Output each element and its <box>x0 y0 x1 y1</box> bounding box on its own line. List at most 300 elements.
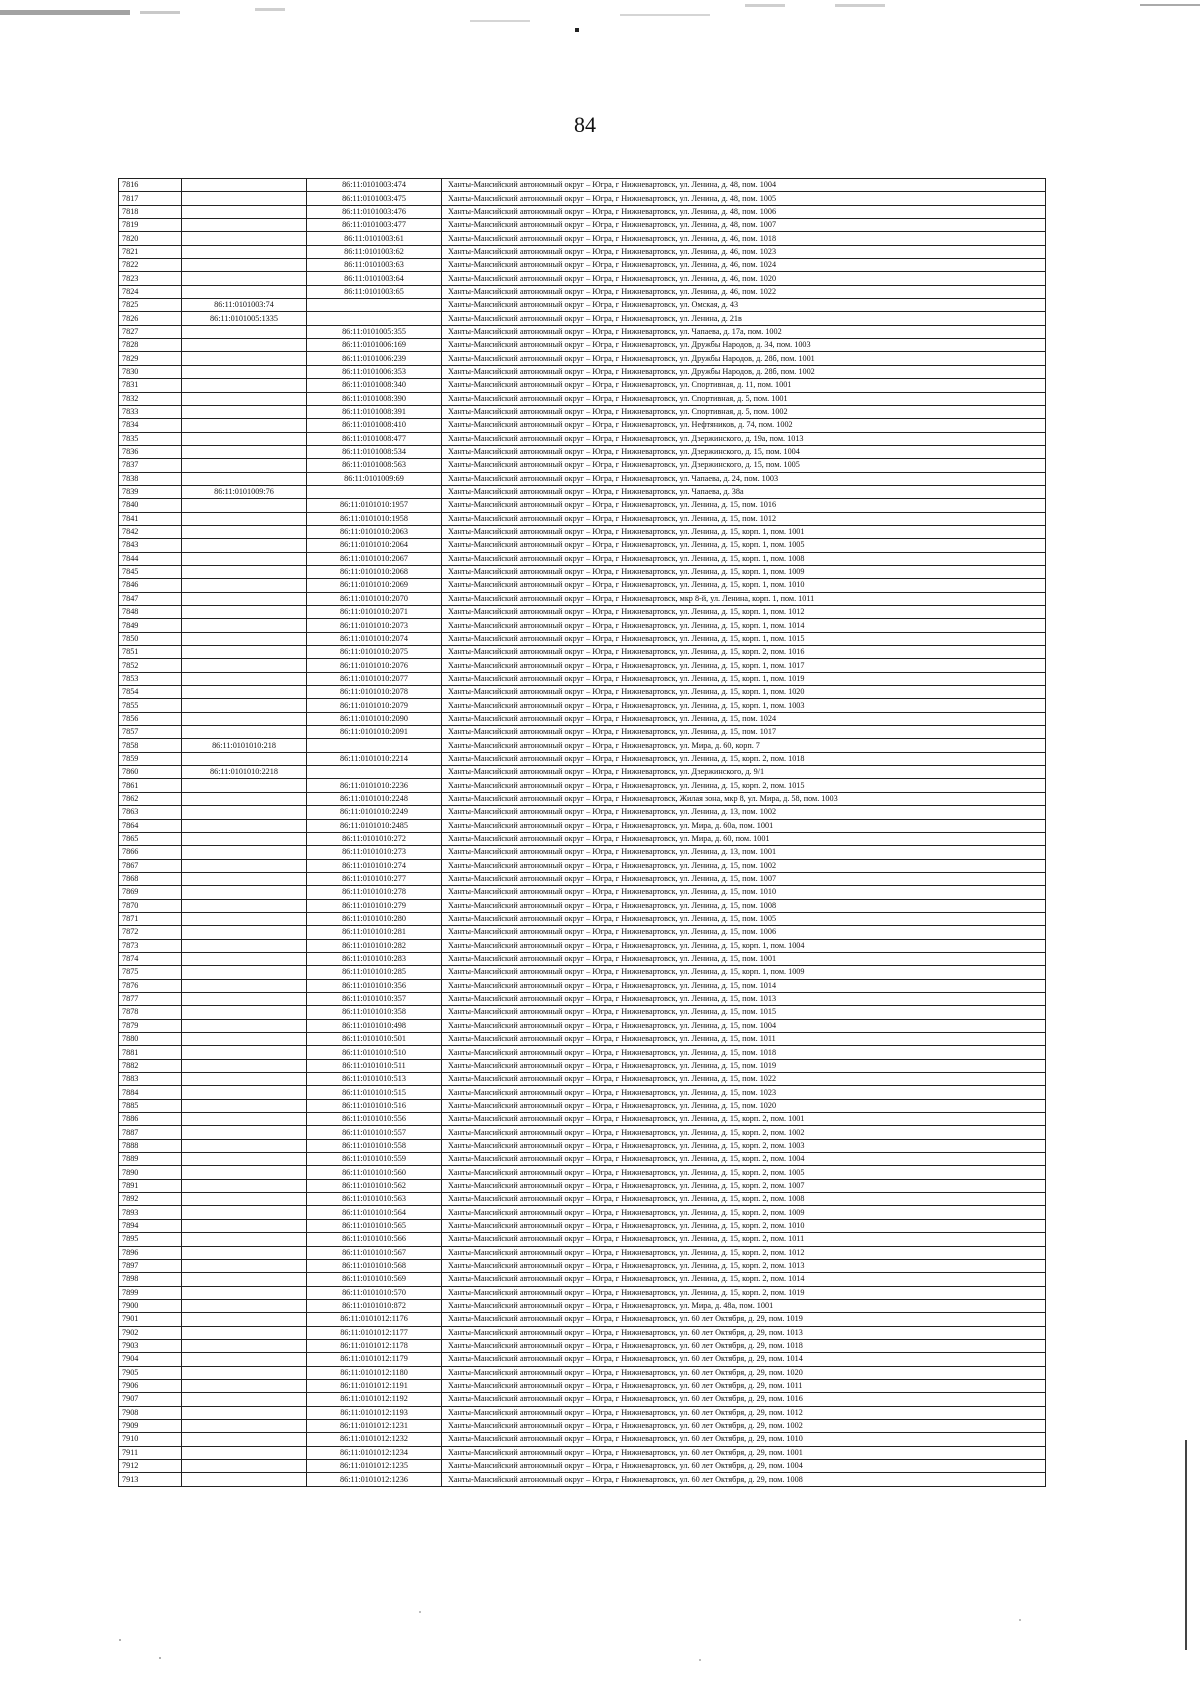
room-cadastral-cell: 86:11:0101003:65 <box>307 285 442 298</box>
room-cadastral-cell: 86:11:0101009:69 <box>307 472 442 485</box>
table-row <box>119 1339 1046 1352</box>
room-cadastral-cell: 86:11:0101010:516 <box>307 1099 442 1112</box>
row-number-cell: 7851 <box>119 646 182 659</box>
room-cadastral-cell: 86:11:0101010:501 <box>307 1033 442 1046</box>
land-cadastral-cell <box>182 659 307 672</box>
table-row <box>119 912 1046 925</box>
table-row <box>119 259 1046 272</box>
land-cadastral-cell <box>182 539 307 552</box>
row-number-cell: 7872 <box>119 926 182 939</box>
table-row <box>119 846 1046 859</box>
address-cell: Ханты-Мансийский автономный округ – Югра, г Нижневартовск, ул. Ленина, д. 46, пом. 1024 <box>442 259 1046 272</box>
land-cadastral-cell <box>182 1246 307 1259</box>
row-number-cell: 7838 <box>119 472 182 485</box>
land-cadastral-cell <box>182 699 307 712</box>
row-number-cell: 7828 <box>119 339 182 352</box>
room-cadastral-cell: 86:11:0101010:515 <box>307 1086 442 1099</box>
land-cadastral-cell <box>182 726 307 739</box>
land-cadastral-cell <box>182 1353 307 1366</box>
land-cadastral-cell <box>182 1126 307 1139</box>
room-cadastral-cell: 86:11:0101010:281 <box>307 926 442 939</box>
row-number-cell: 7850 <box>119 632 182 645</box>
row-number-cell: 7881 <box>119 1046 182 1059</box>
address-cell: Ханты-Мансийский автономный округ – Югра, г Нижневартовск, ул. Ленина, д. 48, пом. 1005 <box>442 192 1046 205</box>
room-cadastral-cell: 86:11:0101010:356 <box>307 979 442 992</box>
room-cadastral-cell: 86:11:0101010:557 <box>307 1126 442 1139</box>
table-row <box>119 299 1046 312</box>
room-cadastral-cell: 86:11:0101012:1178 <box>307 1339 442 1352</box>
room-cadastral-cell: 86:11:0101010:357 <box>307 992 442 1005</box>
table-row <box>119 1126 1046 1139</box>
address-cell: Ханты-Мансийский автономный округ – Югра, г Нижневартовск, ул. Ленина, д. 15, пом. 1012 <box>442 512 1046 525</box>
room-cadastral-cell: 86:11:0101012:1177 <box>307 1326 442 1339</box>
table-row <box>119 325 1046 338</box>
address-cell: Ханты-Мансийский автономный округ – Югра, г Нижневартовск, ул. Ленина, д. 15, корп. 1, пом. 1008 <box>442 552 1046 565</box>
row-number-cell: 7819 <box>119 219 182 232</box>
address-cell: Ханты-Мансийский автономный округ – Югра, г Нижневартовск, ул. Ленина, д. 15, корп. 2, пом. 1015 <box>442 779 1046 792</box>
table-row <box>119 1113 1046 1126</box>
address-cell: Ханты-Мансийский автономный округ – Югра, г Нижневартовск, ул. Ленина, д. 15, пом. 1014 <box>442 979 1046 992</box>
room-cadastral-cell: 86:11:0101012:1232 <box>307 1433 442 1446</box>
address-cell: Ханты-Мансийский автономный округ – Югра, г Нижневартовск, ул. Ленина, д. 46, пом. 1018 <box>442 232 1046 245</box>
address-cell: Ханты-Мансийский автономный округ – Югра, г Нижневартовск, ул. Ленина, д. 15, пом. 1024 <box>442 712 1046 725</box>
room-cadastral-cell: 86:11:0101010:274 <box>307 859 442 872</box>
row-number-cell: 7876 <box>119 979 182 992</box>
table-row <box>119 1073 1046 1086</box>
land-cadastral-cell <box>182 179 307 192</box>
room-cadastral-cell: 86:11:0101003:61 <box>307 232 442 245</box>
row-number-cell: 7853 <box>119 672 182 685</box>
row-number-cell: 7879 <box>119 1019 182 1032</box>
land-cadastral-cell <box>182 579 307 592</box>
table-row <box>119 1366 1046 1379</box>
room-cadastral-cell: 86:11:0101010:2248 <box>307 792 442 805</box>
room-cadastral-cell: 86:11:0101010:559 <box>307 1153 442 1166</box>
row-number-cell: 7899 <box>119 1286 182 1299</box>
table-row <box>119 352 1046 365</box>
table-row <box>119 632 1046 645</box>
table-row <box>119 525 1046 538</box>
page-number: 84 <box>574 112 596 137</box>
table-row <box>119 499 1046 512</box>
room-cadastral-cell: 86:11:0101010:2063 <box>307 525 442 538</box>
table-row <box>119 1193 1046 1206</box>
table-row <box>119 1299 1046 1312</box>
room-cadastral-cell: 86:11:0101010:272 <box>307 832 442 845</box>
row-number-cell: 7848 <box>119 606 182 619</box>
row-number-cell: 7856 <box>119 712 182 725</box>
room-cadastral-cell: 86:11:0101010:285 <box>307 966 442 979</box>
row-number-cell: 7877 <box>119 992 182 1005</box>
room-cadastral-cell: 86:11:0101010:2070 <box>307 592 442 605</box>
table-row <box>119 392 1046 405</box>
row-number-cell: 7817 <box>119 192 182 205</box>
address-cell: Ханты-Мансийский автономный округ – Югра, г Нижневартовск, ул. Ленина, д. 15, пом. 1020 <box>442 1099 1046 1112</box>
address-cell: Ханты-Мансийский автономный округ – Югра, г Нижневартовск, ул. Ленина, д. 46, пом. 1022 <box>442 285 1046 298</box>
room-cadastral-cell: 86:11:0101012:1236 <box>307 1473 442 1486</box>
land-cadastral-cell <box>182 565 307 578</box>
address-cell: Ханты-Мансийский автономный округ – Югра, г Нижневартовск, ул. Ленина, д. 15, корп. 2, пом. 1012 <box>442 1246 1046 1259</box>
address-cell: Ханты-Мансийский автономный округ – Югра, г Нижневартовск, ул. Ленина, д. 15, корп. 2, пом. 1004 <box>442 1153 1046 1166</box>
land-cadastral-cell <box>182 192 307 205</box>
table-row <box>119 979 1046 992</box>
address-cell: Ханты-Мансийский автономный округ – Югра, г Нижневартовск, ул. Ленина, д. 15, корп. 2, пом. 1008 <box>442 1193 1046 1206</box>
table-row <box>119 245 1046 258</box>
address-cell: Ханты-Мансийский автономный округ – Югра, г Нижневартовск, ул. 60 лет Октября, д. 29, пом. 1001 <box>442 1446 1046 1459</box>
address-cell: Ханты-Мансийский автономный округ – Югра, г Нижневартовск, ул. Ленина, д. 15, корп. 1, пом. 1001 <box>442 525 1046 538</box>
table-row <box>119 459 1046 472</box>
table-row <box>119 1326 1046 1339</box>
row-number-cell: 7888 <box>119 1139 182 1152</box>
room-cadastral-cell: 86:11:0101010:2091 <box>307 726 442 739</box>
row-number-cell: 7842 <box>119 525 182 538</box>
table-row <box>119 1099 1046 1112</box>
land-cadastral-cell <box>182 819 307 832</box>
land-cadastral-cell <box>182 552 307 565</box>
room-cadastral-cell: 86:11:0101010:2090 <box>307 712 442 725</box>
land-cadastral-cell <box>182 499 307 512</box>
registry-table-body <box>119 179 1046 1487</box>
table-row <box>119 952 1046 965</box>
room-cadastral-cell: 86:11:0101006:353 <box>307 365 442 378</box>
room-cadastral-cell: 86:11:0101010:2079 <box>307 699 442 712</box>
row-number-cell: 7901 <box>119 1313 182 1326</box>
room-cadastral-cell: 86:11:0101012:1179 <box>307 1353 442 1366</box>
row-number-cell: 7882 <box>119 1059 182 1072</box>
table-row <box>119 1019 1046 1032</box>
land-cadastral-cell <box>182 646 307 659</box>
row-number-cell: 7825 <box>119 299 182 312</box>
row-number-cell: 7857 <box>119 726 182 739</box>
address-cell: Ханты-Мансийский автономный округ – Югра, г Нижневартовск, ул. Ленина, д. 15, корп. 2, пом. 1002 <box>442 1126 1046 1139</box>
room-cadastral-cell: 86:11:0101012:1176 <box>307 1313 442 1326</box>
room-cadastral-cell: 86:11:0101008:563 <box>307 459 442 472</box>
land-cadastral-cell <box>182 1166 307 1179</box>
room-cadastral-cell: 86:11:0101010:570 <box>307 1286 442 1299</box>
room-cadastral-cell: 86:11:0101003:477 <box>307 219 442 232</box>
land-cadastral-cell <box>182 952 307 965</box>
room-cadastral-cell: 86:11:0101003:476 <box>307 205 442 218</box>
address-cell: Ханты-Мансийский автономный округ – Югра, г Нижневартовск, Жилая зона, мкр 8, ул. Мира, д. 58, пом. 1003 <box>442 792 1046 805</box>
land-cadastral-cell <box>182 1299 307 1312</box>
row-number-cell: 7832 <box>119 392 182 405</box>
land-cadastral-cell <box>182 232 307 245</box>
row-number-cell: 7869 <box>119 886 182 899</box>
room-cadastral-cell: 86:11:0101010:510 <box>307 1046 442 1059</box>
row-number-cell: 7823 <box>119 272 182 285</box>
row-number-cell: 7883 <box>119 1073 182 1086</box>
table-row <box>119 1259 1046 1272</box>
table-row <box>119 232 1046 245</box>
land-cadastral-cell <box>182 619 307 632</box>
address-cell: Ханты-Мансийский автономный округ – Югра, г Нижневартовск, ул. 60 лет Октября, д. 29, пом. 1004 <box>442 1460 1046 1473</box>
room-cadastral-cell: 86:11:0101010:2064 <box>307 539 442 552</box>
table-row <box>119 365 1046 378</box>
room-cadastral-cell: 86:11:0101010:2068 <box>307 565 442 578</box>
room-cadastral-cell: 86:11:0101010:563 <box>307 1193 442 1206</box>
land-cadastral-cell <box>182 1419 307 1432</box>
land-cadastral-cell <box>182 859 307 872</box>
land-cadastral-cell <box>182 872 307 885</box>
row-number-cell: 7827 <box>119 325 182 338</box>
address-cell: Ханты-Мансийский автономный округ – Югра, г Нижневартовск, ул. Ленина, д. 15, корп. 2, пом. 1001 <box>442 1113 1046 1126</box>
table-row <box>119 1273 1046 1286</box>
land-cadastral-cell <box>182 1286 307 1299</box>
table-row <box>119 726 1046 739</box>
row-number-cell: 7861 <box>119 779 182 792</box>
address-cell: Ханты-Мансийский автономный округ – Югра, г Нижневартовск, ул. 60 лет Октября, д. 29, пом. 1020 <box>442 1366 1046 1379</box>
address-cell: Ханты-Мансийский автономный округ – Югра, г Нижневартовск, ул. Дзержинского, д. 9/1 <box>442 766 1046 779</box>
table-row <box>119 1046 1046 1059</box>
land-cadastral-cell <box>182 752 307 765</box>
address-cell: Ханты-Мансийский автономный округ – Югра, г Нижневартовск, ул. Ленина, д. 15, корп. 1, пом. 1010 <box>442 579 1046 592</box>
table-row <box>119 1433 1046 1446</box>
address-cell: Ханты-Мансийский автономный округ – Югра, г Нижневартовск, ул. 60 лет Октября, д. 29, пом. 1012 <box>442 1406 1046 1419</box>
room-cadastral-cell: 86:11:0101008:410 <box>307 419 442 432</box>
room-cadastral-cell <box>307 299 442 312</box>
table-row <box>119 312 1046 325</box>
address-cell: Ханты-Мансийский автономный округ – Югра, г Нижневартовск, ул. Ленина, д. 15, пом. 1018 <box>442 1046 1046 1059</box>
address-cell: Ханты-Мансийский автономный округ – Югра, г Нижневартовск, ул. 60 лет Октября, д. 29, пом. 1010 <box>442 1433 1046 1446</box>
land-cadastral-cell <box>182 846 307 859</box>
row-number-cell: 7893 <box>119 1206 182 1219</box>
room-cadastral-cell <box>307 739 442 752</box>
table-row <box>119 512 1046 525</box>
land-cadastral-cell: 86:11:0101005:1335 <box>182 312 307 325</box>
room-cadastral-cell: 86:11:0101010:2077 <box>307 672 442 685</box>
scan-noise-bottom <box>0 1600 1200 1685</box>
room-cadastral-cell: 86:11:0101008:340 <box>307 379 442 392</box>
table-row <box>119 779 1046 792</box>
table-row <box>119 272 1046 285</box>
address-cell: Ханты-Мансийский автономный округ – Югра, г Нижневартовск, ул. Ленина, д. 15, корп. 2, пом. 1011 <box>442 1233 1046 1246</box>
land-cadastral-cell <box>182 912 307 925</box>
room-cadastral-cell: 86:11:0101010:2067 <box>307 552 442 565</box>
table-row <box>119 379 1046 392</box>
table-row <box>119 672 1046 685</box>
land-cadastral-cell <box>182 592 307 605</box>
address-cell: Ханты-Мансийский автономный округ – Югра, г Нижневартовск, ул. Дружбы Народов, д. 28б, пом. 1002 <box>442 365 1046 378</box>
land-cadastral-cell <box>182 1219 307 1232</box>
room-cadastral-cell: 86:11:0101010:564 <box>307 1206 442 1219</box>
address-cell: Ханты-Мансийский автономный округ – Югра, г Нижневартовск, мкр 8-й, ул. Ленина, корп. 1, пом. 1011 <box>442 592 1046 605</box>
address-cell: Ханты-Мансийский автономный округ – Югра, г Нижневартовск, ул. Ленина, д. 15, пом. 1017 <box>442 726 1046 739</box>
address-cell: Ханты-Мансийский автономный округ – Югра, г Нижневартовск, ул. Ленина, д. 15, корп. 1, пом. 1020 <box>442 686 1046 699</box>
table-row <box>119 939 1046 952</box>
address-cell: Ханты-Мансийский автономный округ – Югра, г Нижневартовск, ул. 60 лет Октября, д. 29, пом. 1018 <box>442 1339 1046 1352</box>
address-cell: Ханты-Мансийский автономный округ – Югра, г Нижневартовск, ул. Ленина, д. 15, пом. 1004 <box>442 1019 1046 1032</box>
table-row <box>119 1059 1046 1072</box>
land-cadastral-cell <box>182 1019 307 1032</box>
room-cadastral-cell: 86:11:0101010:556 <box>307 1113 442 1126</box>
address-cell: Ханты-Мансийский автономный округ – Югра, г Нижневартовск, ул. Спортивная, д. 5, пом. 1001 <box>442 392 1046 405</box>
room-cadastral-cell: 86:11:0101010:558 <box>307 1139 442 1152</box>
room-cadastral-cell: 86:11:0101003:63 <box>307 259 442 272</box>
table-row <box>119 285 1046 298</box>
room-cadastral-cell: 86:11:0101006:169 <box>307 339 442 352</box>
table-row <box>119 619 1046 632</box>
table-row <box>119 539 1046 552</box>
land-cadastral-cell <box>182 392 307 405</box>
address-cell: Ханты-Мансийский автономный округ – Югра, г Нижневартовск, ул. Ленина, д. 21в <box>442 312 1046 325</box>
room-cadastral-cell: 86:11:0101012:1193 <box>307 1406 442 1419</box>
address-cell: Ханты-Мансийский автономный округ – Югра, г Нижневартовск, ул. Ленина, д. 15, корп. 1, пом. 1014 <box>442 619 1046 632</box>
row-number-cell: 7820 <box>119 232 182 245</box>
row-number-cell: 7907 <box>119 1393 182 1406</box>
row-number-cell: 7895 <box>119 1233 182 1246</box>
room-cadastral-cell: 86:11:0101012:1235 <box>307 1460 442 1473</box>
land-cadastral-cell <box>182 339 307 352</box>
table-row <box>119 339 1046 352</box>
address-cell: Ханты-Мансийский автономный округ – Югра, г Нижневартовск, ул. 60 лет Октября, д. 29, пом. 1014 <box>442 1353 1046 1366</box>
table-row <box>119 819 1046 832</box>
row-number-cell: 7910 <box>119 1433 182 1446</box>
row-number-cell: 7902 <box>119 1326 182 1339</box>
table-row <box>119 192 1046 205</box>
land-cadastral-cell <box>182 1339 307 1352</box>
address-cell: Ханты-Мансийский автономный округ – Югра, г Нижневартовск, ул. Ленина, д. 15, пом. 1016 <box>442 499 1046 512</box>
land-cadastral-cell <box>182 899 307 912</box>
row-number-cell: 7849 <box>119 619 182 632</box>
address-cell: Ханты-Мансийский автономный округ – Югра, г Нижневартовск, ул. Ленина, д. 15, корп. 1, пом. 1015 <box>442 632 1046 645</box>
land-cadastral-cell <box>182 1206 307 1219</box>
room-cadastral-cell: 86:11:0101010:2073 <box>307 619 442 632</box>
room-cadastral-cell: 86:11:0101010:560 <box>307 1166 442 1179</box>
room-cadastral-cell: 86:11:0101010:511 <box>307 1059 442 1072</box>
table-row <box>119 792 1046 805</box>
land-cadastral-cell <box>182 432 307 445</box>
address-cell: Ханты-Мансийский автономный округ – Югра, г Нижневартовск, ул. Ленина, д. 13, пом. 1002 <box>442 806 1046 819</box>
address-cell: Ханты-Мансийский автономный округ – Югра, г Нижневартовск, ул. Ленина, д. 48, пом. 1004 <box>442 179 1046 192</box>
table-row <box>119 445 1046 458</box>
room-cadastral-cell: 86:11:0101008:534 <box>307 445 442 458</box>
land-cadastral-cell <box>182 926 307 939</box>
address-cell: Ханты-Мансийский автономный округ – Югра, г Нижневартовск, ул. 60 лет Октября, д. 29, пом. 1002 <box>442 1419 1046 1432</box>
room-cadastral-cell: 86:11:0101010:2071 <box>307 606 442 619</box>
row-number-cell: 7896 <box>119 1246 182 1259</box>
land-cadastral-cell <box>182 1233 307 1246</box>
table-row <box>119 1406 1046 1419</box>
row-number-cell: 7854 <box>119 686 182 699</box>
table-row <box>119 179 1046 192</box>
room-cadastral-cell: 86:11:0101012:1191 <box>307 1379 442 1392</box>
address-cell: Ханты-Мансийский автономный округ – Югра, г Нижневартовск, ул. Ленина, д. 15, корп. 1, пом. 1004 <box>442 939 1046 952</box>
table-row <box>119 405 1046 418</box>
address-cell: Ханты-Мансийский автономный округ – Югра, г Нижневартовск, ул. 60 лет Октября, д. 29, пом. 1011 <box>442 1379 1046 1392</box>
table-row <box>119 592 1046 605</box>
row-number-cell: 7837 <box>119 459 182 472</box>
land-cadastral-cell: 86:11:0101003:74 <box>182 299 307 312</box>
land-cadastral-cell <box>182 939 307 952</box>
table-row <box>119 1206 1046 1219</box>
land-cadastral-cell <box>182 606 307 619</box>
row-number-cell: 7878 <box>119 1006 182 1019</box>
land-cadastral-cell <box>182 686 307 699</box>
table-row <box>119 1153 1046 1166</box>
room-cadastral-cell: 86:11:0101010:2076 <box>307 659 442 672</box>
land-cadastral-cell <box>182 365 307 378</box>
table-row <box>119 1179 1046 1192</box>
address-cell: Ханты-Мансийский автономный округ – Югра, г Нижневартовск, ул. Чапаева, д. 24, пом. 1003 <box>442 472 1046 485</box>
table-row <box>119 1246 1046 1259</box>
land-cadastral-cell <box>182 1446 307 1459</box>
room-cadastral-cell: 86:11:0101010:277 <box>307 872 442 885</box>
row-number-cell: 7843 <box>119 539 182 552</box>
land-cadastral-cell <box>182 632 307 645</box>
address-cell: Ханты-Мансийский автономный округ – Югра, г Нижневартовск, ул. Ленина, д. 15, корп. 2, пом. 1009 <box>442 1206 1046 1219</box>
room-cadastral-cell: 86:11:0101008:391 <box>307 405 442 418</box>
row-number-cell: 7891 <box>119 1179 182 1192</box>
land-cadastral-cell <box>182 979 307 992</box>
land-cadastral-cell <box>182 419 307 432</box>
table-row <box>119 485 1046 498</box>
room-cadastral-cell: 86:11:0101010:567 <box>307 1246 442 1259</box>
address-cell: Ханты-Мансийский автономный округ – Югра, г Нижневартовск, ул. Мира, д. 60, пом. 1001 <box>442 832 1046 845</box>
land-cadastral-cell <box>182 379 307 392</box>
table-row <box>119 1313 1046 1326</box>
table-row <box>119 1419 1046 1432</box>
room-cadastral-cell: 86:11:0101010:2485 <box>307 819 442 832</box>
address-cell: Ханты-Мансийский автономный округ – Югра, г Нижневартовск, ул. Ленина, д. 48, пом. 1007 <box>442 219 1046 232</box>
land-cadastral-cell <box>182 672 307 685</box>
room-cadastral-cell: 86:11:0101008:390 <box>307 392 442 405</box>
land-cadastral-cell <box>182 792 307 805</box>
row-number-cell: 7889 <box>119 1153 182 1166</box>
land-cadastral-cell <box>182 219 307 232</box>
room-cadastral-cell <box>307 766 442 779</box>
row-number-cell: 7824 <box>119 285 182 298</box>
address-cell: Ханты-Мансийский автономный округ – Югра, г Нижневартовск, ул. Ленина, д. 15, корп. 1, пом. 1009 <box>442 966 1046 979</box>
address-cell: Ханты-Мансийский автономный округ – Югра, г Нижневартовск, ул. Омская, д. 43 <box>442 299 1046 312</box>
table-row <box>119 992 1046 1005</box>
row-number-cell: 7821 <box>119 245 182 258</box>
table-row <box>119 646 1046 659</box>
table-row <box>119 1460 1046 1473</box>
address-cell: Ханты-Мансийский автономный округ – Югра, г Нижневартовск, ул. Ленина, д. 15, корп. 2, пом. 1010 <box>442 1219 1046 1232</box>
room-cadastral-cell: 86:11:0101003:475 <box>307 192 442 205</box>
land-cadastral-cell <box>182 445 307 458</box>
table-row <box>119 1086 1046 1099</box>
address-cell: Ханты-Мансийский автономный округ – Югра, г Нижневартовск, ул. Ленина, д. 15, пом. 1013 <box>442 992 1046 1005</box>
room-cadastral-cell: 86:11:0101010:2214 <box>307 752 442 765</box>
land-cadastral-cell <box>182 1153 307 1166</box>
land-cadastral-cell <box>182 1259 307 1272</box>
room-cadastral-cell: 86:11:0101010:562 <box>307 1179 442 1192</box>
row-number-cell: 7894 <box>119 1219 182 1232</box>
land-cadastral-cell <box>182 1046 307 1059</box>
table-row <box>119 886 1046 899</box>
table-row <box>119 606 1046 619</box>
row-number-cell: 7863 <box>119 806 182 819</box>
row-number-cell: 7830 <box>119 365 182 378</box>
row-number-cell: 7867 <box>119 859 182 872</box>
row-number-cell: 7906 <box>119 1379 182 1392</box>
address-cell: Ханты-Мансийский автономный округ – Югра, г Нижневартовск, ул. Чапаева, д. 38а <box>442 485 1046 498</box>
row-number-cell: 7873 <box>119 939 182 952</box>
address-cell: Ханты-Мансийский автономный округ – Югра, г Нижневартовск, ул. Ленина, д. 15, пом. 1011 <box>442 1033 1046 1046</box>
table-row <box>119 1033 1046 1046</box>
address-cell: Ханты-Мансийский автономный округ – Югра, г Нижневартовск, ул. Спортивная, д. 11, пом. 1001 <box>442 379 1046 392</box>
table-row <box>119 712 1046 725</box>
scan-noise-top <box>0 0 1200 32</box>
land-cadastral-cell <box>182 1099 307 1112</box>
land-cadastral-cell <box>182 1073 307 1086</box>
row-number-cell: 7886 <box>119 1113 182 1126</box>
land-cadastral-cell <box>182 352 307 365</box>
table-row <box>119 419 1046 432</box>
address-cell: Ханты-Мансийский автономный округ – Югра, г Нижневартовск, ул. Ленина, д. 15, пом. 1022 <box>442 1073 1046 1086</box>
land-cadastral-cell <box>182 1006 307 1019</box>
